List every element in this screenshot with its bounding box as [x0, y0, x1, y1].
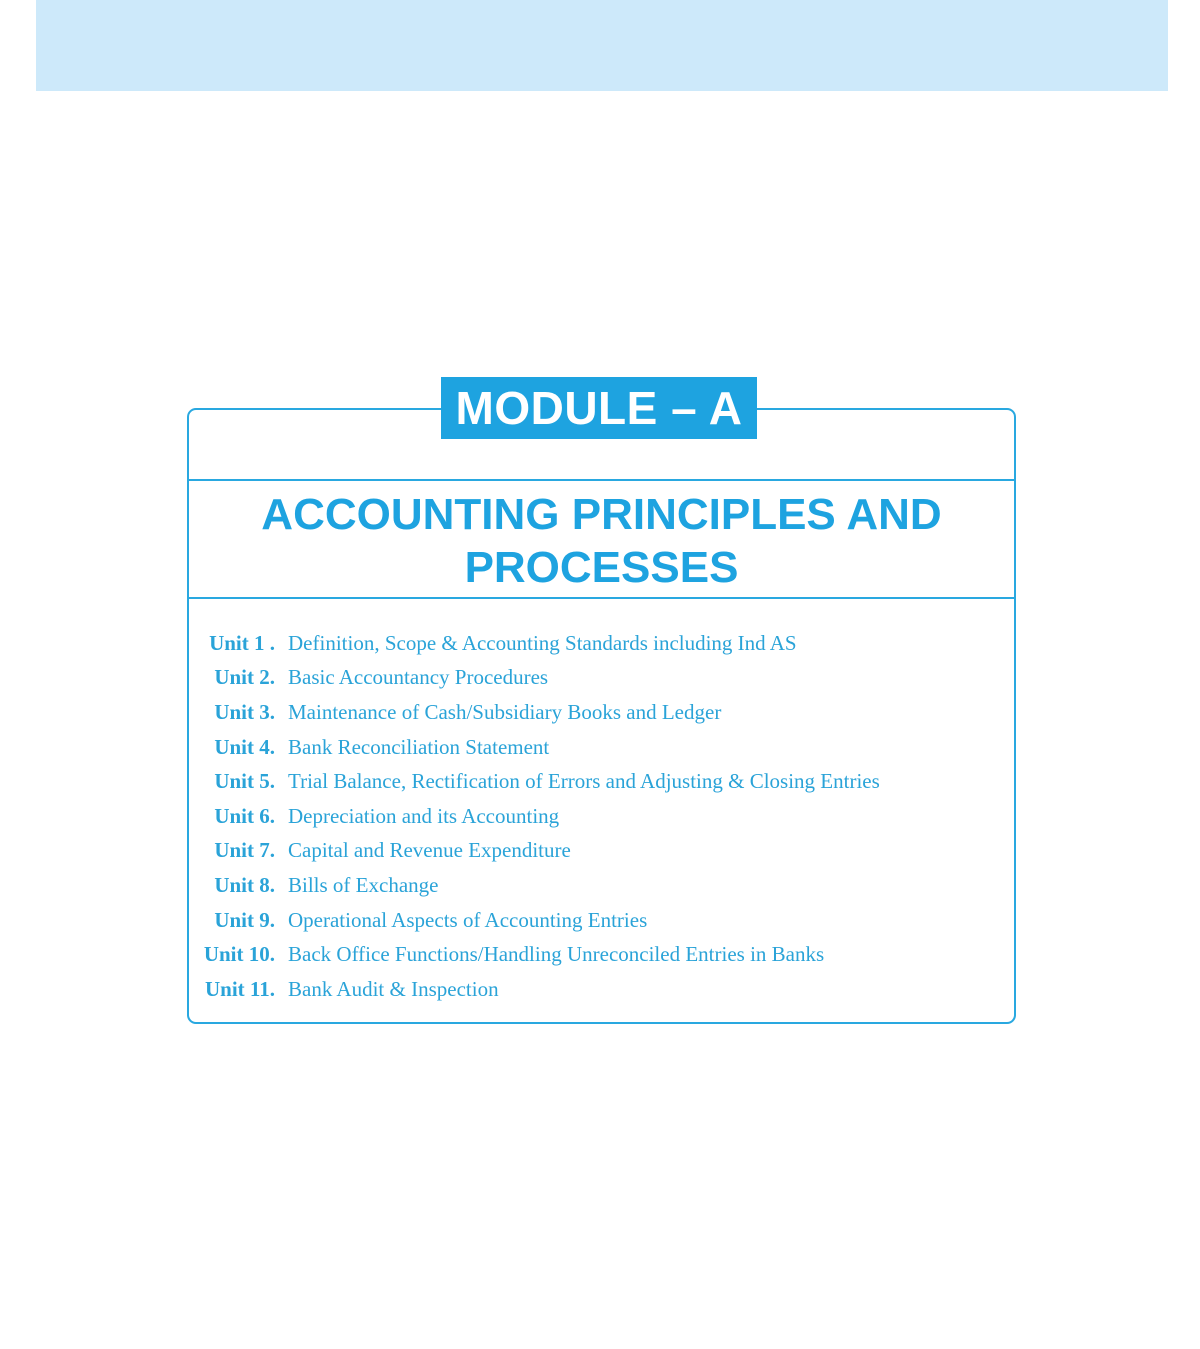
list-item: [189, 626, 1014, 661]
list-item: [189, 937, 1014, 972]
unit-number: Unit 1 .: [209, 630, 275, 655]
unit-title: Maintenance of Cash/Subsidiary Books and Ledger: [288, 699, 722, 724]
list-item: [189, 661, 1014, 696]
module-title-line-1: ACCOUNTING PRINCIPLES AND: [261, 490, 942, 539]
title-divider-bottom: [189, 597, 1014, 599]
list-item: [189, 972, 1014, 1007]
unit-number: Unit 6.: [214, 803, 275, 828]
list-item: [189, 868, 1014, 903]
list-item: [189, 799, 1014, 834]
list-item: [189, 730, 1014, 765]
list-item: [189, 764, 1014, 799]
unit-title: Depreciation and its Accounting: [288, 803, 560, 828]
unit-title: Definition, Scope & Accounting Standards including Ind AS: [288, 630, 797, 655]
header-band: [36, 0, 1168, 91]
module-label: MODULE – A: [441, 377, 757, 439]
title-divider-top: [189, 479, 1014, 481]
list-item: [189, 695, 1014, 730]
unit-title: Operational Aspects of Accounting Entries: [288, 907, 648, 932]
unit-number: Unit 8.: [214, 872, 275, 897]
unit-title: Trial Balance, Rectification of Errors and Adjusting & Closing Entries: [288, 769, 880, 794]
module-title-line-2: PROCESSES: [464, 543, 739, 592]
unit-title: Capital and Revenue Expenditure: [288, 838, 571, 863]
unit-number: Unit 3.: [214, 699, 275, 724]
unit-number: Unit 10.: [203, 942, 275, 967]
unit-title: Back Office Functions/Handling Unreconciled Entries in Banks: [288, 942, 825, 967]
unit-number: Unit 2.: [214, 665, 275, 690]
unit-number: Unit 7.: [214, 838, 275, 863]
unit-title: Basic Accountancy Procedures: [288, 665, 549, 690]
unit-title: Bank Audit & Inspection: [288, 976, 499, 1001]
module-title: [189, 488, 1014, 594]
unit-title: Bills of Exchange: [288, 872, 439, 897]
unit-title: Bank Reconciliation Statement: [288, 734, 550, 759]
unit-number: Unit 5.: [214, 769, 275, 794]
list-item: [189, 834, 1014, 869]
unit-number: Unit 11.: [204, 976, 275, 1001]
unit-number: Unit 9.: [214, 907, 275, 932]
unit-number: Unit 4.: [214, 734, 275, 759]
list-item: [189, 903, 1014, 938]
unit-list: [189, 626, 1014, 1007]
